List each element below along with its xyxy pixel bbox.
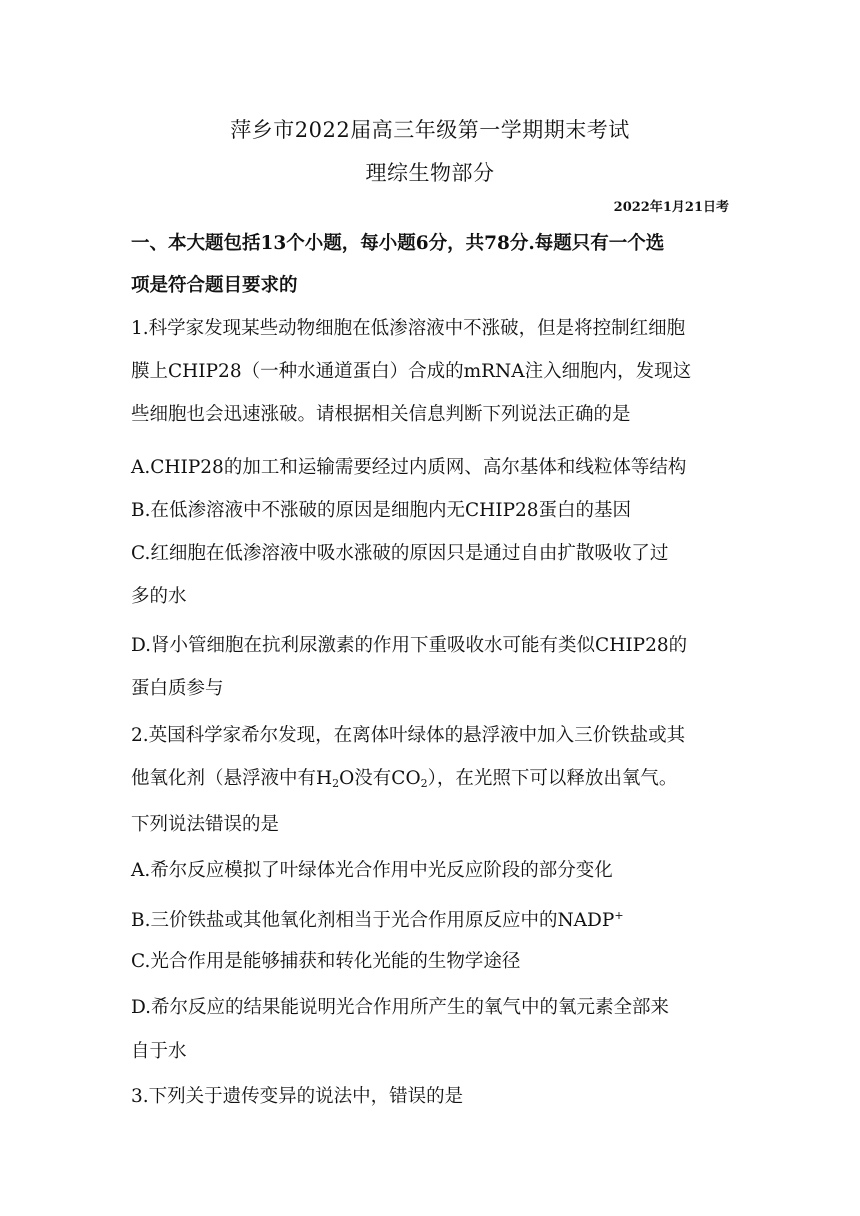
q2-stem-line1: 2.英国科学家希尔发现，在离体叶绿体的悬浮液中加入三价铁盐或其 — [131, 725, 686, 746]
q1-option-d-line1: D.肾小管细胞在抗利尿激素的作用下重吸收水可能有类似CHIP28的 — [131, 635, 688, 656]
exam-title: 萍乡市2022届高三年级第一学期期末考试 — [230, 118, 630, 142]
q2-stem-line2-part-b: O没有CO — [339, 768, 421, 789]
water-subscript: 2 — [332, 777, 340, 790]
nadp-superscript: + — [614, 909, 624, 922]
q1-option-c-line1: C.红细胞在低渗溶液中吸水涨破的原因只是通过自由扩散吸收了过 — [131, 543, 669, 564]
q2-stem-line3: 下列说法错误的是 — [131, 814, 280, 835]
q3-stem-line1: 3.下列关于遗传变异的说法中，错误的是 — [131, 1086, 464, 1107]
exam-subtitle: 理综生物部分 — [365, 161, 495, 185]
q1-stem-line2: 膜上CHIP28（一种水通道蛋白）合成的mRNA注入细胞内，发现这 — [131, 361, 692, 382]
q1-option-c-line2: 多的水 — [131, 586, 187, 607]
q2-option-b — [131, 903, 741, 934]
q2-option-d-line2: 自于水 — [131, 1041, 187, 1062]
q1-option-d-line2: 蛋白质参与 — [131, 678, 224, 699]
section-heading-line2: 项是符合题目要求的 — [131, 275, 298, 296]
q1-option-b: B.在低渗溶液中不涨破的原因是细胞内无CHIP28蛋白的基因 — [131, 500, 632, 521]
q2-stem-line2-part-a: 他氧化剂（悬浮液中有H — [131, 768, 333, 789]
q2-option-c: C.光合作用是能够捕获和转化光能的生物学途径 — [131, 951, 521, 972]
section-heading-line1: 一、本大题包括13个小题，每小题6分，共78分.每题只有一个选 — [131, 233, 665, 254]
exam-date: 2022年1月21日考 — [613, 200, 729, 215]
co2-subscript: 2 — [420, 777, 428, 790]
q1-option-a: A.CHIP28的加工和运输需要经过内质网、高尔基体和线粒体等结构 — [131, 457, 687, 478]
q2-option-a: A.希尔反应模拟了叶绿体光合作用中光反应阶段的部分变化 — [131, 860, 613, 881]
q2-option-d-line1: D.希尔反应的结果能说明光合作用所产生的氧气中的氧元素全部来 — [131, 997, 670, 1018]
q2-stem-line2-part-c: ），在光照下可以释放出氧气。 — [427, 768, 678, 789]
q1-stem-line1: 1.科学家发现某些动物细胞在低渗溶液中不涨破，但是将控制红细胞 — [131, 318, 686, 339]
q1-stem-line3: 些细胞也会迅速涨破。请根据相关信息判断下列说法正确的是 — [131, 404, 631, 425]
q2-stem-line2 — [131, 766, 741, 797]
q2-option-b-text: B.三价铁盐或其他氧化剂相当于光合作用原反应中的NADP — [131, 910, 615, 931]
